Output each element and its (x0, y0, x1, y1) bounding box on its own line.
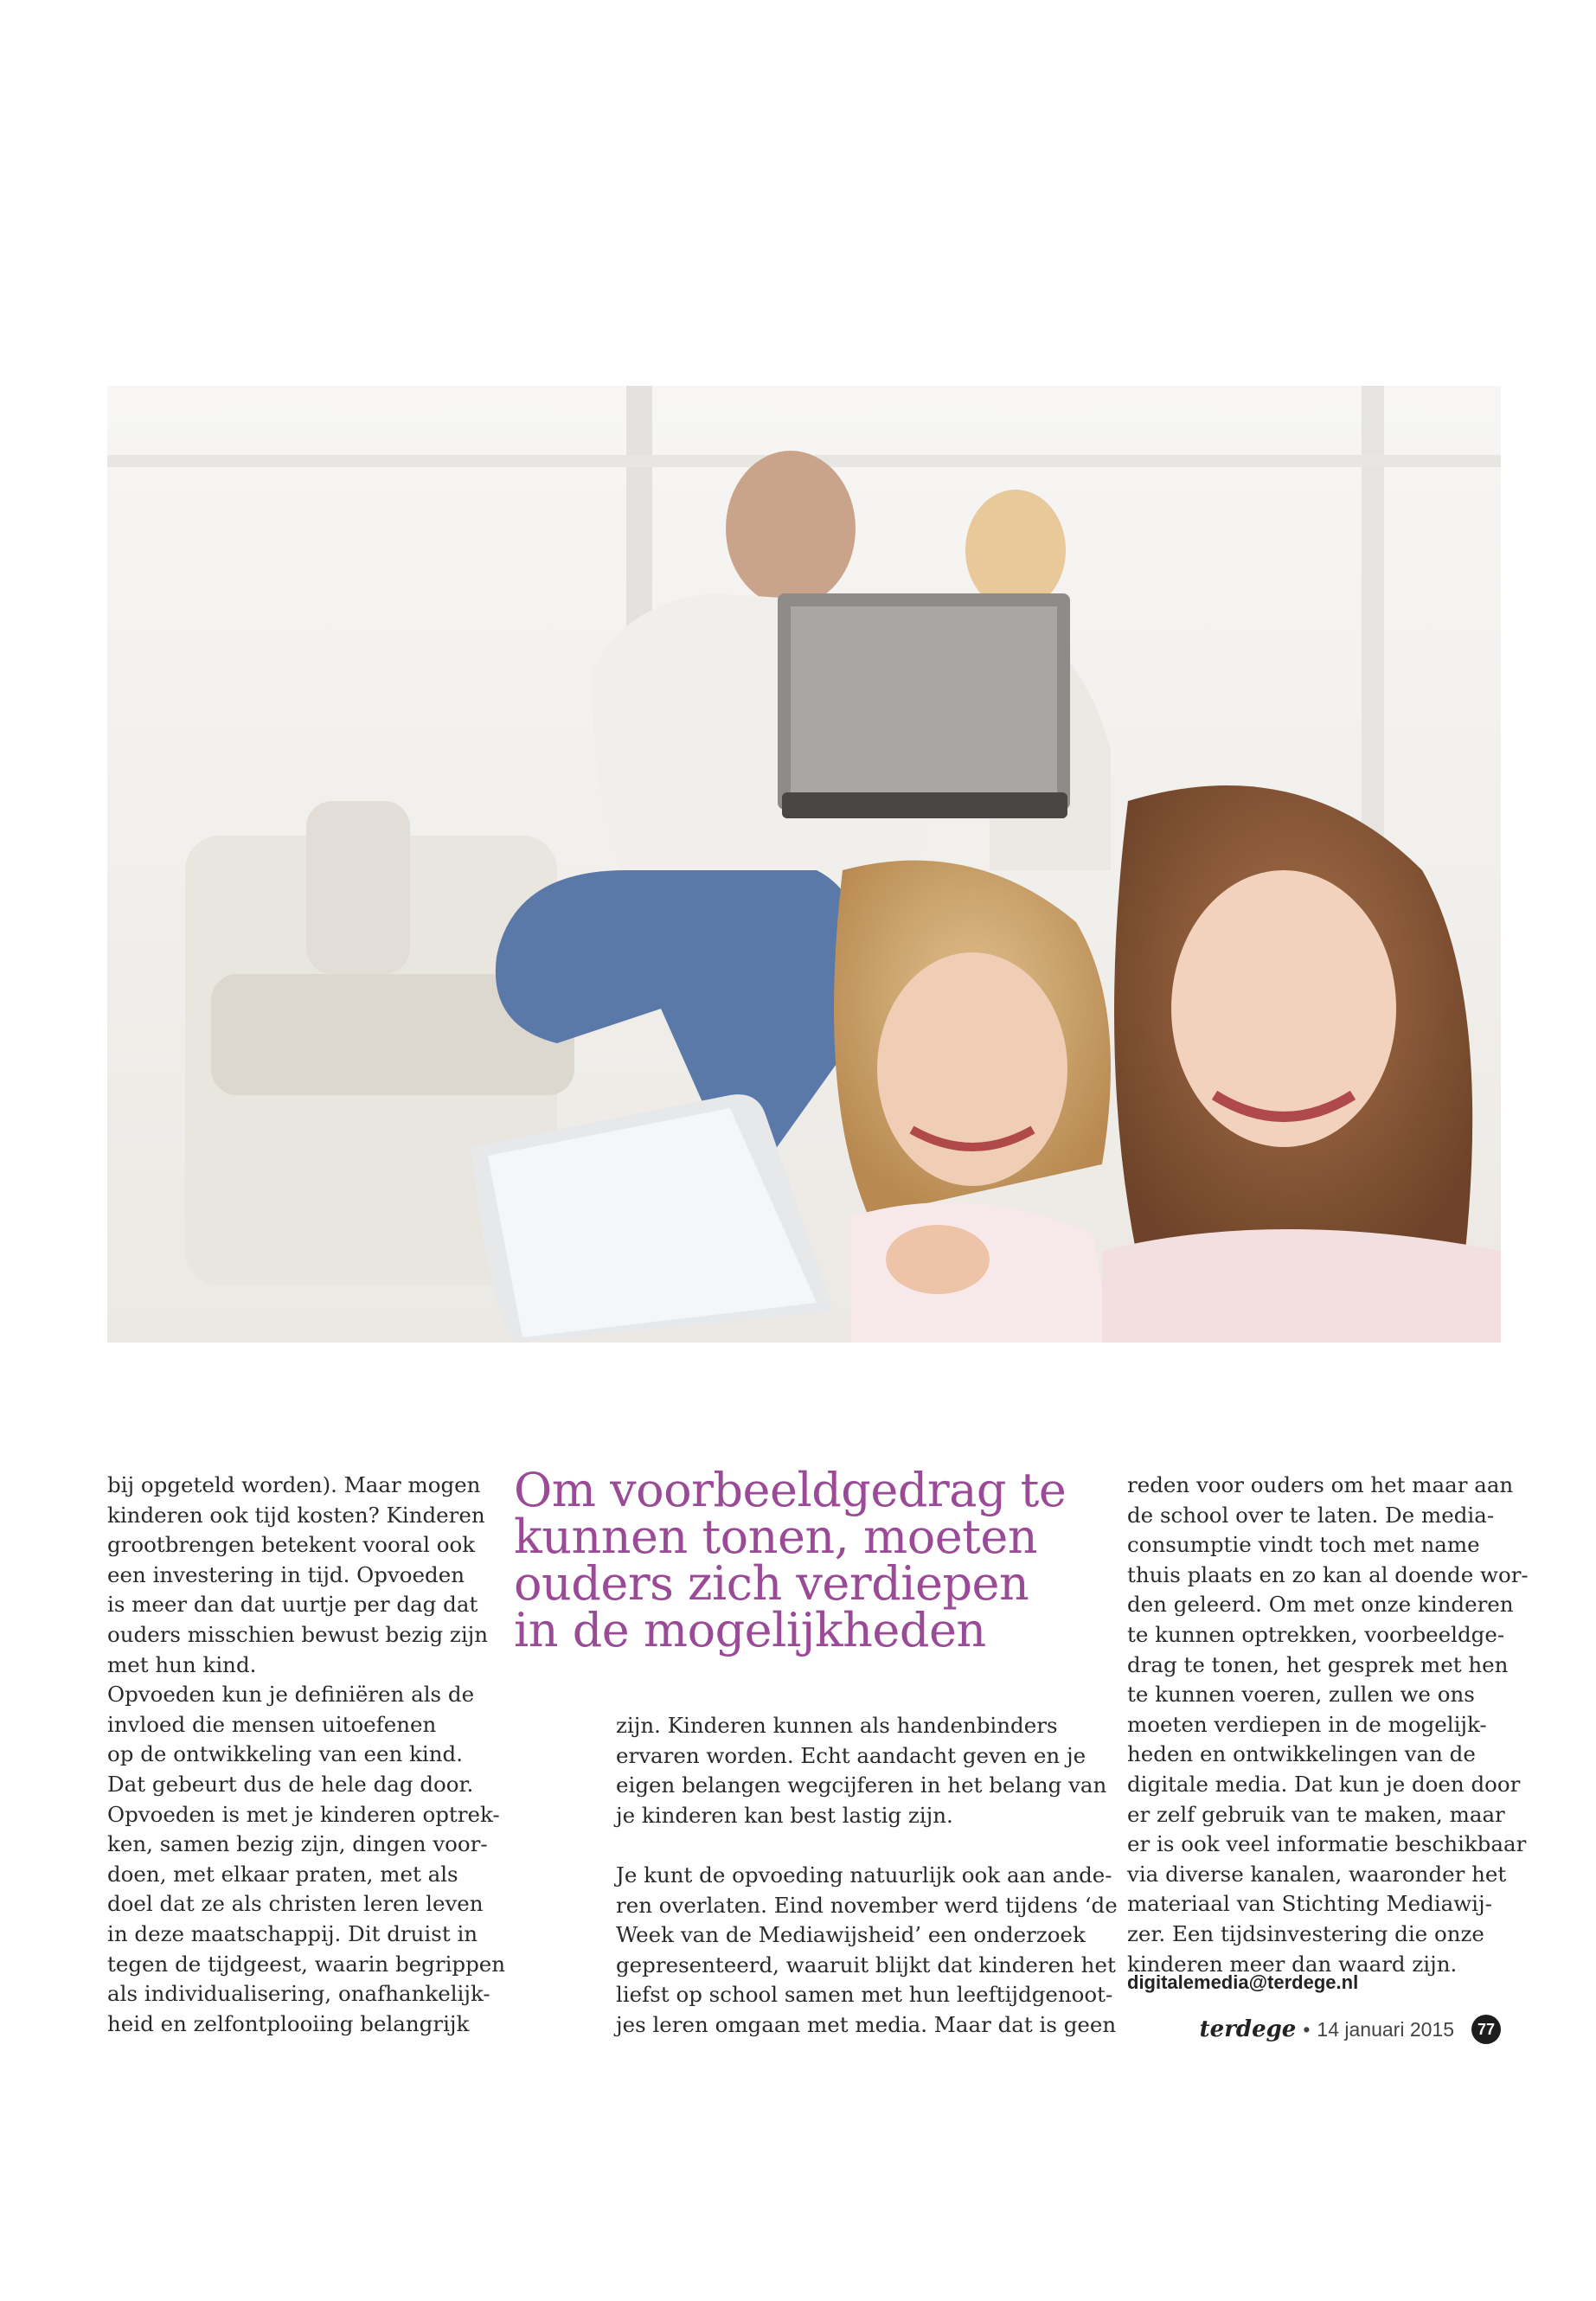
pull-quote-line: kunnen tonen, moeten (514, 1509, 1038, 1564)
column-middle (616, 1711, 1118, 2041)
body-text-line: ouders misschien bewust bezig zijn (107, 1621, 489, 1647)
page-number: 77 (1471, 2015, 1501, 2044)
family-tablet-photo (107, 386, 1501, 1343)
body-text-line: eigen belangen wegcijferen in het belang van (616, 1772, 1107, 1798)
brand-logo: terdege (1199, 2016, 1297, 2042)
pull-quote (514, 1463, 1111, 1657)
body-text-line: als individualisering, onafhankelijk- (107, 1981, 490, 2007)
body-text-line: den geleerd. Om met onze kinderen (1127, 1592, 1514, 1618)
body-text-line: Dat gebeurt dus de hele dag door. (107, 1771, 474, 1797)
pull-quote-line: in de mogelijkheden (514, 1603, 986, 1657)
pull-quote-line: ouders zich verdiepen (514, 1556, 1029, 1611)
paragraph-gap (616, 1830, 1118, 1861)
body-text-line: jes leren omgaan met media. Maar dat is geen (616, 2011, 1117, 2037)
body-text-line: zijn. Kinderen kunnen als handenbinders (616, 1713, 1058, 1738)
body-text-line: drag te tonen, het gesprek met hen (1127, 1651, 1509, 1677)
body-text-line: Opvoeden is met je kinderen optrek- (107, 1801, 500, 1827)
body-text-line: liefst op school samen met hun leeftijdgenoot- (616, 1982, 1113, 2008)
column-right (1127, 1471, 1529, 1979)
body-text-line: heden en ontwikkelingen van de (1127, 1741, 1476, 1767)
body-text-line: met hun kind. (107, 1651, 257, 1677)
page-footer (1200, 2012, 1501, 2047)
footer-separator: • (1303, 2017, 1311, 2041)
body-text-line: op de ontwikkeling van een kind. (107, 1741, 463, 1767)
body-text-line: bij opgeteld worden). Maar mogen (107, 1472, 481, 1497)
body-text-line: kinderen ook tijd kosten? Kinderen (107, 1502, 485, 1528)
issue-date: 14 januari 2015 (1317, 2017, 1454, 2041)
body-text-line: zer. Een tijdsinvestering die onze (1127, 1920, 1484, 1946)
body-text-line: de school over te laten. De media- (1127, 1502, 1495, 1528)
body-text-line: digitale media. Dat kun je doen door (1127, 1771, 1521, 1797)
body-text-line: doen, met elkaar praten, met als (107, 1861, 458, 1887)
body-text-line: er zelf gebruik van te maken, maar (1127, 1801, 1505, 1827)
body-text-line: moeten verdiepen in de mogelijk- (1127, 1711, 1487, 1737)
body-text-line: ren overlaten. Eind november werd tijdens ‘de (616, 1892, 1118, 1918)
body-text-line: via diverse kanalen, waaronder het (1127, 1861, 1507, 1887)
body-text-line: je kinderen kan best lastig zijn. (616, 1802, 953, 1828)
body-text-line: reden voor ouders om het maar aan (1127, 1472, 1514, 1497)
body-text-line: Opvoeden kun je definiëren als de (107, 1682, 475, 1708)
body-text-line: Week van de Mediawijsheid’ een onderzoek (616, 1922, 1086, 1948)
column-left (107, 1471, 505, 2039)
body-text-line: heid en zelfontplooiing belangrijk (107, 2010, 470, 2036)
body-text-line: materiaal van Stichting Mediawij- (1127, 1891, 1492, 1917)
body-text-line: thuis plaats en zo kan al doende wor- (1127, 1561, 1529, 1587)
body-text-line: te kunnen optrekken, voorbeeldge- (1127, 1621, 1505, 1647)
body-text-line: er is ook veel informatie beschikbaar (1127, 1831, 1527, 1857)
body-text-line: invloed die mensen uitoefenen (107, 1711, 437, 1737)
body-text-line: een investering in tijd. Opvoeden (107, 1561, 465, 1587)
body-text-line: gepresenteerd, waaruit blijkt dat kinderen het (616, 1952, 1116, 1977)
pull-quote-line: Om voorbeeldgedrag te (514, 1463, 1067, 1517)
body-text-line: is meer dan dat uurtje per dag dat (107, 1592, 478, 1618)
photo-illustration (107, 386, 1501, 1343)
body-text-line: te kunnen voeren, zullen we ons (1127, 1682, 1475, 1708)
body-text-line: in deze maatschappij. Dit druist in (107, 1920, 478, 1946)
body-text-line: tegen de tijdgeest, waarin begrippen (107, 1951, 506, 1977)
contact-email[interactable]: digitalemedia@terdege.nl (1127, 1971, 1359, 1993)
body-text-line: ken, samen bezig zijn, dingen voor- (107, 1831, 488, 1857)
body-text-line: Je kunt de opvoeding natuurlijk ook aan ande- (616, 1862, 1112, 1888)
body-text-line: ervaren worden. Echt aandacht geven en je (616, 1742, 1086, 1768)
body-text-line: doel dat ze als christen leren leven (107, 1891, 484, 1917)
body-text-line: grootbrengen betekent vooral ook (107, 1532, 476, 1558)
body-text-line: consumptie vindt toch met name (1127, 1532, 1480, 1558)
body-text-line: kinderen meer dan waard zijn. (1127, 1951, 1458, 1977)
